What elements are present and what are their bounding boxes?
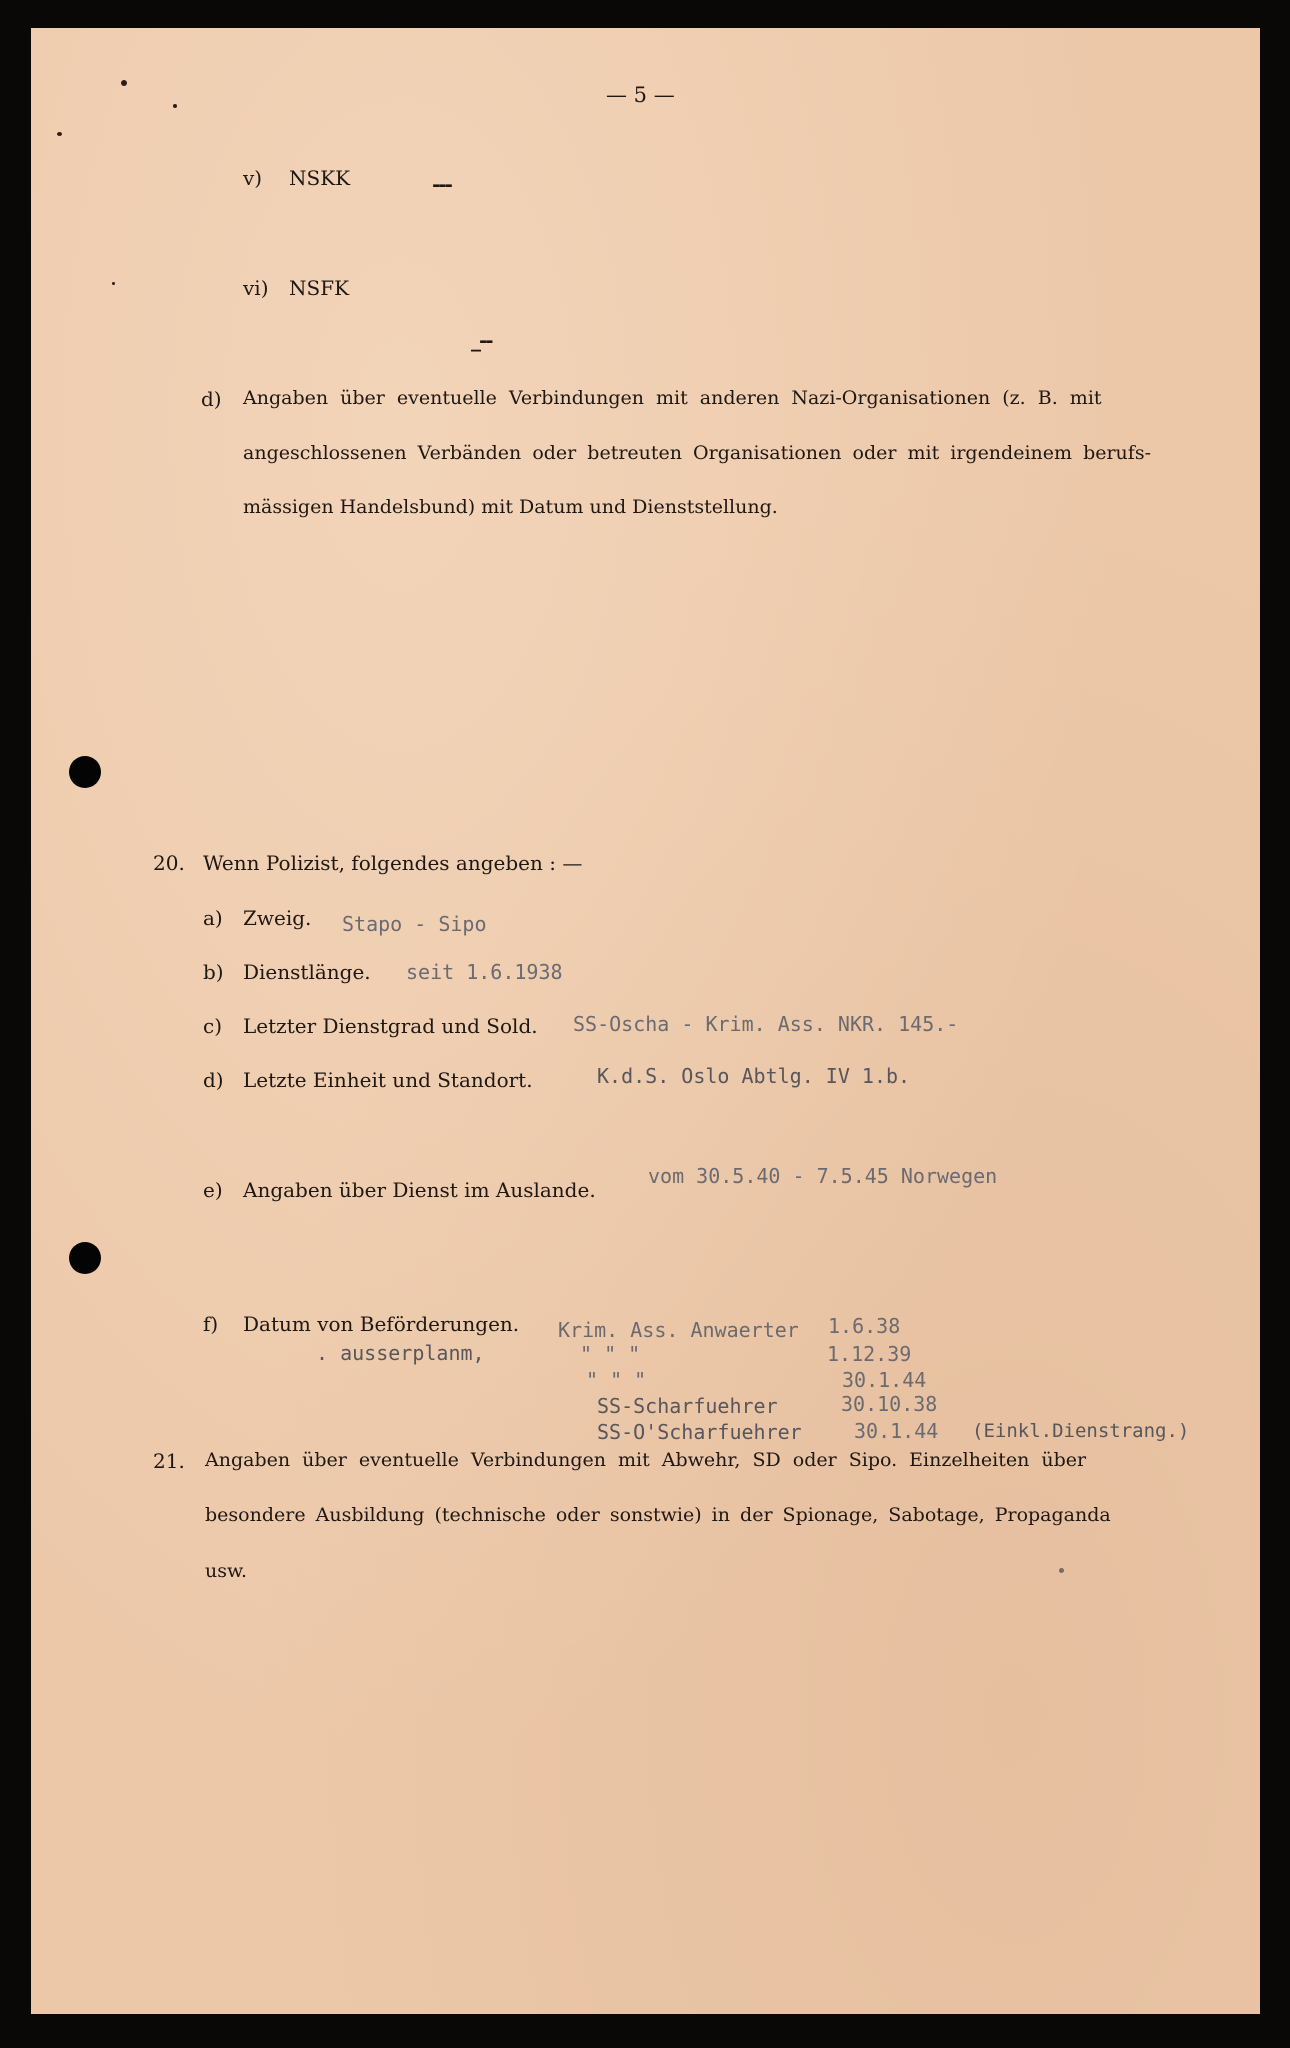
punch-hole-bottom: [69, 1242, 101, 1274]
q20-c-answer: SS-Oscha - Krim. Ass. NKR. 145.-: [573, 1012, 959, 1036]
promotion-date-2: 1.12.39: [827, 1342, 912, 1366]
q20-f-text: Datum von Beförderungen.: [243, 1312, 520, 1336]
promotion-date-4: 30.10.38: [841, 1392, 938, 1416]
item-answer-nskk: ---: [432, 172, 451, 196]
item-label-vi: vi): [243, 276, 269, 300]
q20-c-label: c): [203, 1014, 223, 1038]
document-page: [31, 28, 1260, 2014]
q20-e-label: e): [203, 1178, 223, 1202]
promotion-rank-3: " " ": [586, 1368, 647, 1392]
q20-b-text: Dienstlänge.: [243, 960, 371, 984]
q20-b-label: b): [203, 960, 224, 984]
q20-d-answer: K.d.S. Oslo Abtlg. IV 1.b.: [597, 1064, 911, 1088]
item-name-nsfk: NSFK: [289, 276, 350, 300]
q21-line-2: besondere Ausbildung (technische oder sonstwie) in der Spionage, Sabotage, Propaganda: [205, 1504, 1111, 1526]
ink-speck: [57, 132, 62, 136]
q21-line-3: usw.: [205, 1560, 248, 1582]
q21-line-1: Angaben über eventuelle Verbindungen mit Abwehr, SD oder Sipo. Einzelheiten über: [205, 1449, 1087, 1471]
ink-speck: [1059, 1568, 1064, 1573]
q20-f-note: . ausserplanm,: [316, 1341, 485, 1365]
q20-number: 20.: [153, 851, 185, 875]
promotion-rank-1: Krim. Ass. Anwaerter: [558, 1318, 799, 1342]
promotion-date-5: 30.1.44: [854, 1419, 939, 1443]
item-answer-nsfk: _--: [471, 328, 492, 352]
promotion-rank-4: SS-Scharfuehrer: [597, 1394, 778, 1418]
promotion-rank-2: " " ": [580, 1342, 641, 1366]
q20-c-text: Letzter Dienstgrad und Sold.: [243, 1014, 538, 1038]
item-d-line-2: angeschlossenen Verbänden oder betreuten Organisationen oder mit irgendeinem berufs-: [243, 442, 1151, 464]
item-label-v: v): [243, 166, 263, 190]
q20-a-text: Zweig.: [243, 906, 312, 930]
promotion-note-5: (Einkl.Dienstrang.): [972, 1420, 1190, 1442]
q20-a-answer: Stapo - Sipo: [342, 912, 487, 936]
q20-b-answer: seit 1.6.1938: [406, 960, 563, 984]
q20-a-label: a): [203, 906, 223, 930]
ink-speck: [173, 104, 177, 108]
page-number: — 5 —: [606, 83, 675, 107]
ink-speck: [121, 80, 127, 86]
promotion-date-3: 30.1.44: [842, 1368, 927, 1392]
ink-speck: [112, 282, 115, 285]
promotion-date-1: 1.6.38: [828, 1314, 901, 1338]
q20-e-answer: vom 30.5.40 - 7.5.45 Norwegen: [648, 1164, 998, 1188]
q20-f-label: f): [203, 1312, 219, 1336]
q20-d-label: d): [203, 1068, 224, 1092]
punch-hole-top: [69, 756, 101, 788]
q20-d-text: Letzte Einheit und Standort.: [243, 1068, 533, 1092]
q20-e-text: Angaben über Dienst im Auslande.: [243, 1178, 596, 1202]
item-d-line-3: mässigen Handelsbund) mit Datum und Dienststellung.: [243, 496, 778, 518]
q20-title: Wenn Polizist, folgendes angeben : —: [203, 851, 583, 875]
item-d-label: d): [201, 387, 222, 411]
promotion-rank-5: SS-O'Scharfuehrer: [597, 1420, 802, 1444]
item-name-nskk: NSKK: [289, 166, 351, 190]
item-d-line-1: Angaben über eventuelle Verbindungen mit anderen Nazi-Organisationen (z. B. mit: [243, 387, 1102, 409]
q21-number: 21.: [153, 1449, 185, 1473]
